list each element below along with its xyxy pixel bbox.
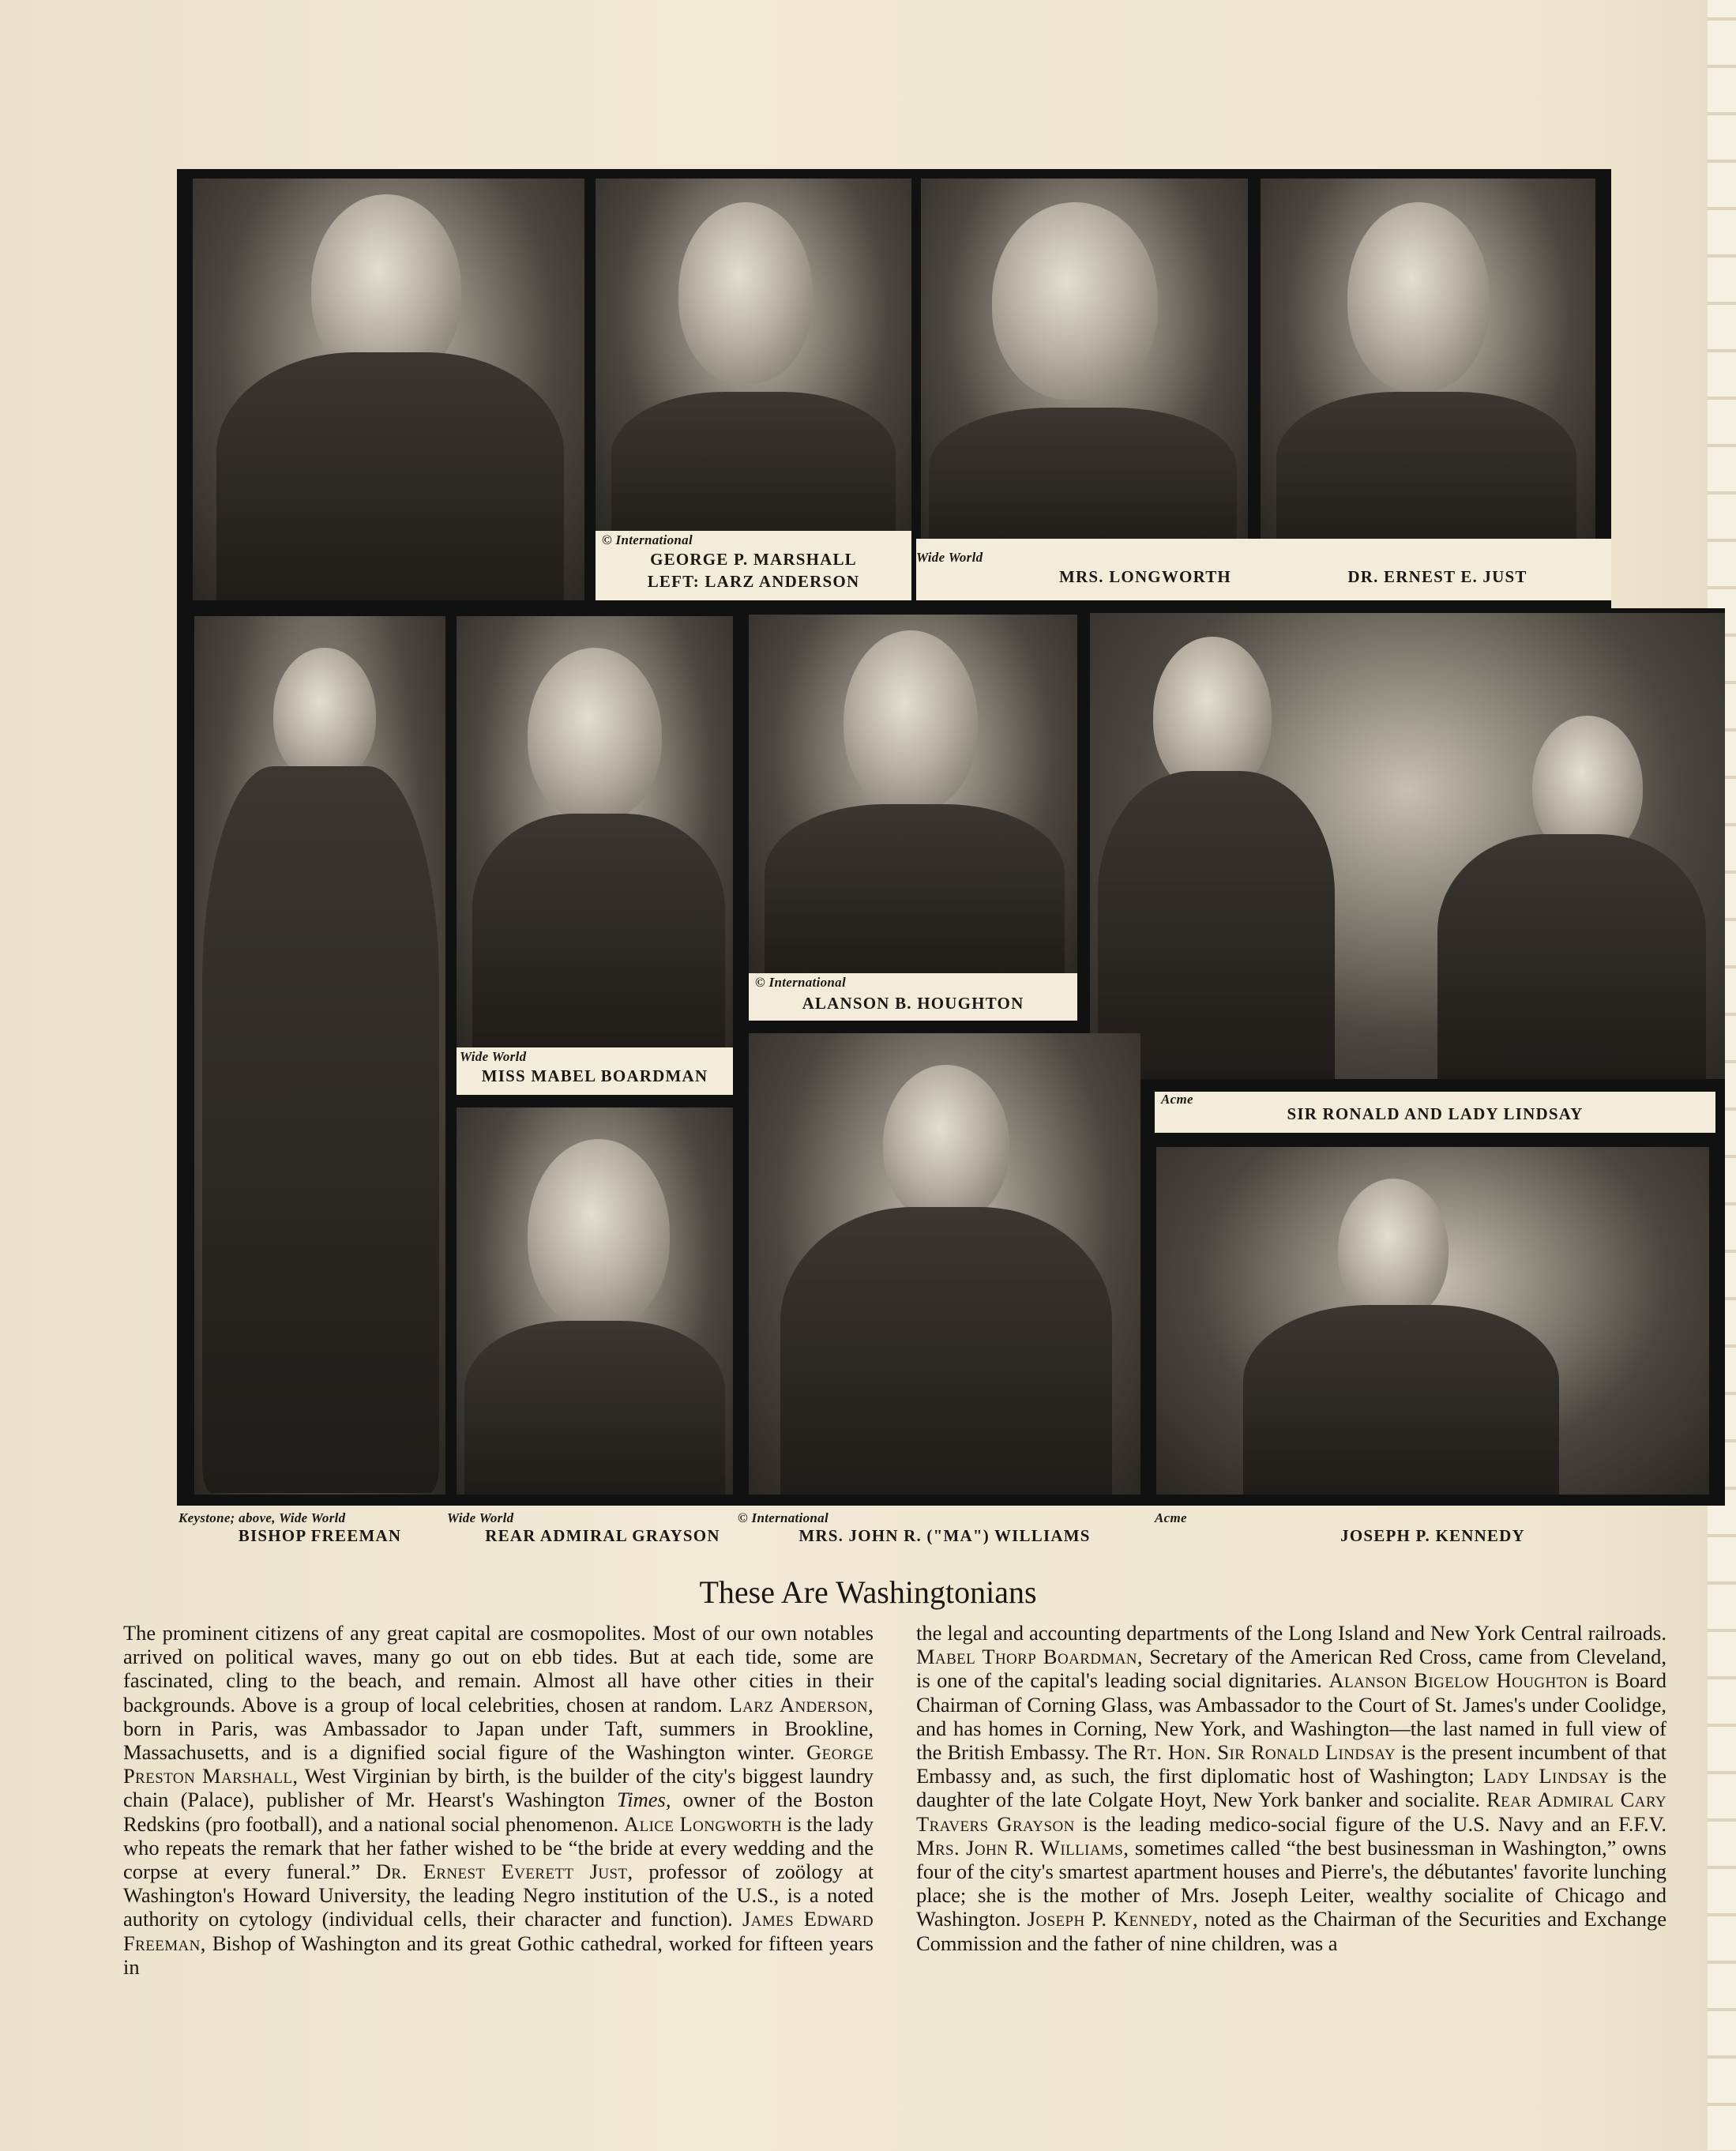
person-name: Mrs. John R. Williams, — [916, 1835, 1129, 1860]
body-text: noted as the Chairman of the Securities and Exchange Commission and the father of nine children, was a — [916, 1907, 1666, 1955]
photo-name: MRS. JOHN R. ("MA") WILLIAMS — [798, 1526, 1091, 1545]
photo-name: MRS. LONGWORTH — [1059, 567, 1231, 586]
photo-credit: Acme — [1155, 1510, 1187, 1525]
photo-credit: © International — [738, 1510, 829, 1525]
photo-name: ALANSON B. HOUGHTON — [802, 994, 1024, 1013]
article-title: These Are Washingtonians — [699, 1574, 1037, 1610]
body-text: professor of zoölogy at Washington's Howard University, the leading Negro institution of the U.S., is a noted authority on cytology (individual cells, their character and function). — [123, 1860, 874, 1931]
person-name: George Preston Marshall, — [123, 1740, 874, 1788]
photo-credit: © International — [602, 532, 693, 547]
photo-mabel-boardman — [457, 616, 733, 1047]
photo-credit: Keystone; above, Wide World — [178, 1510, 346, 1525]
body-text: Secretary of the American Red Cross, came from Cleveland, is one of the capital's leading social dignitaries. — [916, 1645, 1667, 1693]
photo-credit: Acme — [1161, 1092, 1193, 1107]
photo-credit: © International — [755, 975, 846, 990]
photo-george-marshall — [596, 179, 911, 531]
photo-credit: Wide World — [447, 1510, 514, 1525]
body-text: born in Paris, was Ambassador to Japan under Taft, summers in Brookline, Massachusetts, and is a dignified social figure of the Washington winter. — [123, 1716, 874, 1765]
photo-credit: Wide World — [916, 550, 983, 565]
photo-name: DR. ERNEST E. JUST — [1347, 567, 1527, 586]
photo-bishop-freeman — [194, 616, 445, 1495]
person-name: Dr. Ernest Everett Just, — [375, 1860, 633, 1884]
caption-box-marshall — [596, 531, 911, 600]
person-name: Alanson Bigelow Houghton — [1328, 1668, 1588, 1693]
photo-joseph-kennedy — [1156, 1147, 1709, 1495]
person-name: Rear Admiral Cary Travers Grayson — [916, 1788, 1666, 1836]
photo-mrs-williams — [749, 1033, 1140, 1495]
body-text: Bishop of Washington and its great Gothic cathedral, worked for fifteen years in — [123, 1931, 874, 1979]
body-text: is the lady who repeats the remark that her father wished to be “the bride at every wedding and the corpse at every funeral.” — [123, 1811, 874, 1884]
photo-credit: Wide World — [460, 1049, 527, 1064]
person-name: Mabel Thorp Boardman, — [916, 1645, 1143, 1669]
article-column-1 — [123, 1621, 874, 1979]
body-text: The prominent citizens of any great capital are cosmopolites. Most of our own notables arrived on political waves, many go out on ebb tides. But at each tide, some are fascinated, cling to the beach, and remain. Almost all have other cities in their backgrounds. Above is a group of local celebrities, chosen at random. — [123, 1621, 874, 1717]
photo-ernest-just — [1261, 179, 1595, 539]
body-text: the legal and accounting departments of the Long Island and New York Central railroads. — [916, 1621, 1666, 1645]
photo-name: MISS MABEL BOARDMAN — [481, 1066, 708, 1085]
photo-name: BISHOP FREEMAN — [238, 1526, 402, 1545]
body-text: is the daughter of the late Colgate Hoyt, New York banker and socialite. — [916, 1764, 1666, 1812]
photo-alanson-houghton — [749, 615, 1077, 973]
photo-name: GEORGE P. MARSHALL — [650, 550, 857, 569]
photo-name: SIR RONALD AND LADY LINDSAY — [1287, 1104, 1584, 1123]
article-column-2 — [916, 1621, 1666, 1955]
caption-box-lindsay — [1155, 1092, 1715, 1133]
photo-name-secondary: LEFT: LARZ ANDERSON — [647, 572, 860, 591]
person-name: Lady Lindsay — [1482, 1764, 1610, 1788]
body-text: sometimes called “the best businessman in Washington,” owns four of the city's smartest apartment houses and Pierre's, the débutantes' favorite lunching place; she is the mother of Mrs. Joseph Leiter, wealthy socialite of Chicago and Washington. — [916, 1835, 1666, 1931]
body-text: is Board Chairman of Corning Glass, was Ambassador to the Court of St. James's under Coolidge, and has homes in Corning, New York, and Washington—the last named in full view of the British Embassy. The — [916, 1668, 1666, 1765]
caption-box-houghton — [749, 973, 1077, 1021]
photo-mrs-longworth — [921, 179, 1248, 539]
person-name: Rt. Hon. Sir Ronald Lindsay — [1133, 1740, 1396, 1765]
italic-text: Times, — [617, 1788, 671, 1812]
photo-larz-anderson — [193, 179, 584, 600]
caption-box-boardman — [457, 1047, 733, 1095]
photo-name: REAR ADMIRAL GRAYSON — [485, 1526, 720, 1545]
person-name: Larz Anderson, — [729, 1692, 874, 1717]
caption-box-longworth-just — [916, 539, 1611, 600]
body-text: owner of the Boston Redskins (pro football), and a national social phenomenon. — [123, 1788, 874, 1836]
person-name: James Edward Freeman, — [123, 1907, 874, 1955]
body-text: is the leading medico-social figure of the U.S. Navy and an F.F.V. — [1074, 1811, 1667, 1836]
person-name: Joseph P. Kennedy, — [1027, 1907, 1199, 1931]
photo-ronald-lindsay — [1090, 613, 1725, 1079]
body-text: West Virginian by birth, is the builder of the city's biggest laundry chain (Palace), publisher of Mr. Hearst's Washington — [123, 1764, 874, 1812]
photo-name: JOSEPH P. KENNEDY — [1340, 1526, 1525, 1545]
photo-rear-admiral-grayson — [457, 1107, 733, 1495]
body-text: is the present incumbent of that Embassy and, as such, the first diplomatic host of Washington; — [916, 1740, 1666, 1788]
person-name: Alice Longworth — [624, 1811, 783, 1836]
